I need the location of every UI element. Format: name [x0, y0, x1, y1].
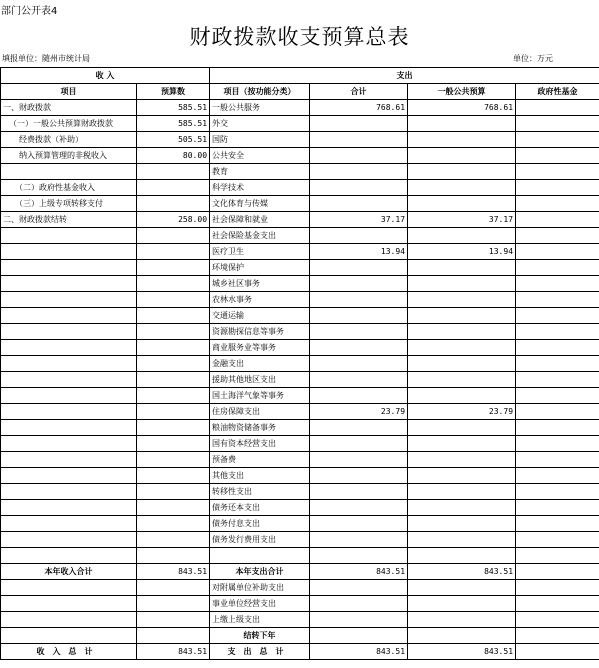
table-row	[1, 164, 599, 180]
expense-item-cell: 环境保护	[210, 260, 310, 276]
income-item-cell	[1, 228, 137, 244]
expense-total-cell	[310, 356, 408, 372]
expense-total-cell	[310, 164, 408, 180]
expense-general-cell	[408, 180, 516, 196]
income-budget-cell	[137, 532, 210, 548]
income-item-cell: 一、财政拨款	[1, 100, 137, 116]
income-item-cell	[1, 628, 137, 644]
expense-total-cell	[310, 372, 408, 388]
expense-fund-cell	[516, 324, 599, 340]
income-item-cell	[1, 324, 137, 340]
table-row	[1, 564, 599, 580]
income-item-cell	[1, 404, 137, 420]
expense-item-cell: 金融支出	[210, 356, 310, 372]
income-item-cell	[1, 436, 137, 452]
expense-general-cell	[408, 452, 516, 468]
col-item: 项目	[1, 84, 137, 100]
currency-unit: 单位：万元	[513, 54, 553, 63]
expense-fund-cell	[516, 500, 599, 516]
expense-total-cell	[310, 596, 408, 612]
income-budget-cell	[137, 308, 210, 324]
expense-item-cell: 科学技术	[210, 180, 310, 196]
income-budget-cell	[137, 484, 210, 500]
expense-fund-cell	[516, 212, 599, 228]
income-budget-cell	[137, 324, 210, 340]
income-budget-cell	[137, 580, 210, 596]
expense-item-cell: 债务发行费用支出	[210, 532, 310, 548]
expense-fund-cell	[516, 292, 599, 308]
expense-fund-cell	[516, 628, 599, 644]
expense-fund-cell	[516, 548, 599, 564]
expense-item-cell: 上缴上级支出	[210, 612, 310, 628]
income-budget-cell	[137, 596, 210, 612]
expense-fund-cell	[516, 644, 599, 660]
expense-general-cell	[408, 324, 516, 340]
expense-item-cell: 外交	[210, 116, 310, 132]
expense-total-cell	[310, 500, 408, 516]
expense-general-cell	[408, 148, 516, 164]
income-budget-cell	[137, 340, 210, 356]
expense-fund-cell	[516, 244, 599, 260]
expense-total-cell	[310, 516, 408, 532]
income-budget-cell	[137, 388, 210, 404]
expense-item-cell: 粮油物资储备事务	[210, 420, 310, 436]
expense-item-cell	[210, 548, 310, 564]
income-item-cell	[1, 500, 137, 516]
expense-fund-cell	[516, 612, 599, 628]
expense-total-cell	[310, 196, 408, 212]
expense-total-cell	[310, 580, 408, 596]
expense-fund-cell	[516, 468, 599, 484]
income-header: 收 入	[1, 68, 210, 84]
expense-general-cell	[408, 196, 516, 212]
income-item-cell: 本年收入合计	[1, 564, 137, 580]
table-row	[1, 260, 599, 276]
income-budget-cell	[137, 468, 210, 484]
expense-general-cell	[408, 500, 516, 516]
expense-general-cell	[408, 372, 516, 388]
expense-fund-cell	[516, 564, 599, 580]
expense-total-cell	[310, 116, 408, 132]
income-item-cell	[1, 548, 137, 564]
table-row	[1, 436, 599, 452]
col-fund: 政府性基金	[516, 84, 599, 100]
expense-general-cell	[408, 340, 516, 356]
income-budget-cell	[137, 180, 210, 196]
expense-total-cell	[310, 532, 408, 548]
expense-fund-cell	[516, 116, 599, 132]
expense-general-cell: 768.61	[408, 100, 516, 116]
expense-general-cell	[408, 596, 516, 612]
table-row	[1, 388, 599, 404]
expense-total-cell	[310, 324, 408, 340]
table-row	[1, 324, 599, 340]
income-item-cell	[1, 580, 137, 596]
expense-general-cell: 843.51	[408, 644, 516, 660]
table-row	[1, 372, 599, 388]
expense-fund-cell	[516, 356, 599, 372]
table-row	[1, 628, 599, 644]
expense-total-cell	[310, 388, 408, 404]
table-row	[1, 484, 599, 500]
income-item-cell	[1, 372, 137, 388]
table-row	[1, 116, 599, 132]
expense-fund-cell	[516, 100, 599, 116]
expense-total-cell: 23.79	[310, 404, 408, 420]
table-row	[1, 212, 599, 228]
expense-general-cell	[408, 468, 516, 484]
income-budget-cell: 80.00	[137, 148, 210, 164]
expense-item-cell: 交通运输	[210, 308, 310, 324]
income-budget-cell	[137, 276, 210, 292]
expense-item-cell: 医疗卫生	[210, 244, 310, 260]
expense-item-cell: 支出总计	[210, 644, 310, 660]
expense-item-cell: 债务付息支出	[210, 516, 310, 532]
expense-item-cell: 其他支出	[210, 468, 310, 484]
income-item-cell	[1, 452, 137, 468]
expense-item-cell: 资源勘探信息等事务	[210, 324, 310, 340]
expense-fund-cell	[516, 516, 599, 532]
income-budget-cell: 505.51	[137, 132, 210, 148]
expense-fund-cell	[516, 596, 599, 612]
table-row	[1, 532, 599, 548]
expense-total-cell	[310, 420, 408, 436]
expense-general-cell	[408, 292, 516, 308]
expense-general-cell: 23.79	[408, 404, 516, 420]
expense-item-cell: 文化体育与传媒	[210, 196, 310, 212]
table-row	[1, 404, 599, 420]
income-item-cell	[1, 468, 137, 484]
income-item-cell: （二）政府性基金收入	[1, 180, 137, 196]
income-item-cell	[1, 308, 137, 324]
income-budget-cell: 258.00	[137, 212, 210, 228]
expense-total-cell	[310, 340, 408, 356]
income-budget-cell	[137, 372, 210, 388]
income-item-cell	[1, 356, 137, 372]
table-row	[1, 596, 599, 612]
expense-fund-cell	[516, 148, 599, 164]
expense-item-cell: 社会保障和就业	[210, 212, 310, 228]
expense-fund-cell	[516, 372, 599, 388]
expense-fund-cell	[516, 532, 599, 548]
expense-general-cell	[408, 628, 516, 644]
expense-fund-cell	[516, 436, 599, 452]
expense-total-cell	[310, 148, 408, 164]
expense-general-cell	[408, 484, 516, 500]
expense-general-cell	[408, 436, 516, 452]
table-row	[1, 180, 599, 196]
income-budget-cell	[137, 548, 210, 564]
income-item-cell	[1, 260, 137, 276]
expense-fund-cell	[516, 388, 599, 404]
table-row	[1, 196, 599, 212]
expense-total-cell	[310, 452, 408, 468]
income-budget-cell: 843.51	[137, 564, 210, 580]
income-item-cell	[1, 612, 137, 628]
table-row	[1, 148, 599, 164]
expense-fund-cell	[516, 404, 599, 420]
table-row	[1, 516, 599, 532]
reporting-unit: 填报单位：随州市统计局	[2, 54, 90, 63]
expense-item-cell: 教育	[210, 164, 310, 180]
col-general: 一般公共预算	[408, 84, 516, 100]
expense-total-cell	[310, 276, 408, 292]
expense-item-cell: 结转下年	[210, 628, 310, 644]
table-row	[1, 420, 599, 436]
expense-general-cell	[408, 164, 516, 180]
income-budget-cell	[137, 452, 210, 468]
expense-general-cell	[408, 308, 516, 324]
income-item-cell: 收入总计	[1, 644, 137, 660]
col-budget: 预算数	[137, 84, 210, 100]
income-budget-cell	[137, 612, 210, 628]
expense-fund-cell	[516, 452, 599, 468]
income-budget-cell	[137, 436, 210, 452]
table-row	[1, 580, 599, 596]
income-item-cell: 经费拨款（补助）	[1, 132, 137, 148]
expense-general-cell	[408, 132, 516, 148]
expense-item-cell: 本年支出合计	[210, 564, 310, 580]
expense-item-cell: 城乡社区事务	[210, 276, 310, 292]
expense-item-cell: 公共安全	[210, 148, 310, 164]
income-budget-cell	[137, 628, 210, 644]
expense-fund-cell	[516, 340, 599, 356]
table-row	[1, 244, 599, 260]
expense-item-cell: 商业服务业等事务	[210, 340, 310, 356]
expense-total-cell: 768.61	[310, 100, 408, 116]
income-budget-cell	[137, 516, 210, 532]
income-budget-cell	[137, 260, 210, 276]
form-code: 部门公开表4	[1, 6, 58, 17]
expense-item-cell: 事业单位经营支出	[210, 596, 310, 612]
expense-total-cell	[310, 292, 408, 308]
expense-item-cell: 国有资本经营支出	[210, 436, 310, 452]
expense-total-cell	[310, 548, 408, 564]
col-total: 合计	[310, 84, 408, 100]
income-budget-cell: 585.51	[137, 116, 210, 132]
table-row	[1, 228, 599, 244]
expense-general-cell: 37.17	[408, 212, 516, 228]
income-item-cell	[1, 484, 137, 500]
income-item-cell	[1, 244, 137, 260]
income-item-cell: （三）上级专项转移支付	[1, 196, 137, 212]
expense-fund-cell	[516, 484, 599, 500]
expense-total-cell: 37.17	[310, 212, 408, 228]
table-row	[1, 468, 599, 484]
income-budget-cell	[137, 228, 210, 244]
expense-general-cell	[408, 388, 516, 404]
income-item-cell	[1, 292, 137, 308]
expense-fund-cell	[516, 260, 599, 276]
expense-fund-cell	[516, 164, 599, 180]
expense-item-cell: 国防	[210, 132, 310, 148]
expense-total-cell: 843.51	[310, 564, 408, 580]
income-budget-cell	[137, 292, 210, 308]
table-row	[1, 292, 599, 308]
expense-total-cell: 843.51	[310, 644, 408, 660]
expense-total-cell	[310, 132, 408, 148]
expense-total-cell	[310, 468, 408, 484]
expense-general-cell	[408, 276, 516, 292]
income-budget-cell	[137, 196, 210, 212]
income-item-cell	[1, 340, 137, 356]
expense-general-cell	[408, 580, 516, 596]
expense-general-cell	[408, 516, 516, 532]
expense-general-cell	[408, 260, 516, 276]
table-row	[1, 100, 599, 116]
income-budget-cell	[137, 404, 210, 420]
page-title: 财政拨款收支预算总表	[189, 25, 410, 49]
income-item-cell: 二、财政拨款结转	[1, 212, 137, 228]
expense-fund-cell	[516, 276, 599, 292]
table-row	[1, 276, 599, 292]
table-row	[1, 452, 599, 468]
income-item-cell: 纳入预算管理的非税收入	[1, 148, 137, 164]
income-item-cell	[1, 596, 137, 612]
income-budget-cell	[137, 500, 210, 516]
expense-total-cell	[310, 260, 408, 276]
table-row	[1, 612, 599, 628]
income-item-cell	[1, 276, 137, 292]
expense-item-cell: 社会保险基金支出	[210, 228, 310, 244]
income-item-cell	[1, 420, 137, 436]
expense-total-cell	[310, 228, 408, 244]
table-row	[1, 132, 599, 148]
expense-item-cell: 转移性支出	[210, 484, 310, 500]
expense-total-cell: 13.94	[310, 244, 408, 260]
table-row	[1, 308, 599, 324]
expense-total-cell	[310, 628, 408, 644]
income-item-cell: （一）一般公共预算财政拨款	[1, 116, 137, 132]
expense-item-cell: 债务还本支出	[210, 500, 310, 516]
expense-item-cell: 预备费	[210, 452, 310, 468]
expense-general-cell	[408, 116, 516, 132]
table-row	[1, 340, 599, 356]
expense-general-cell: 13.94	[408, 244, 516, 260]
expense-item-cell: 一般公共服务	[210, 100, 310, 116]
expense-total-cell	[310, 308, 408, 324]
table-row	[1, 500, 599, 516]
table-row	[1, 356, 599, 372]
income-budget-cell: 843.51	[137, 644, 210, 660]
col-expense-item: 项目（按功能分类）	[210, 84, 310, 100]
expense-general-cell	[408, 612, 516, 628]
expense-general-cell	[408, 548, 516, 564]
expense-item-cell: 对附属单位补助支出	[210, 580, 310, 596]
expense-item-cell: 住房保障支出	[210, 404, 310, 420]
expense-fund-cell	[516, 580, 599, 596]
income-item-cell	[1, 532, 137, 548]
expense-fund-cell	[516, 132, 599, 148]
income-item-cell	[1, 164, 137, 180]
expense-total-cell	[310, 612, 408, 628]
expense-general-cell	[408, 532, 516, 548]
expense-total-cell	[310, 436, 408, 452]
income-budget-cell	[137, 356, 210, 372]
expense-item-cell: 农林水事务	[210, 292, 310, 308]
table-row	[1, 548, 599, 564]
expense-fund-cell	[516, 180, 599, 196]
income-budget-cell	[137, 420, 210, 436]
budget-table	[0, 67, 599, 660]
expense-fund-cell	[516, 308, 599, 324]
expense-general-cell	[408, 420, 516, 436]
income-budget-cell	[137, 244, 210, 260]
expense-header: 支出	[210, 68, 599, 84]
expense-item-cell: 援助其他地区支出	[210, 372, 310, 388]
expense-general-cell: 843.51	[408, 564, 516, 580]
income-budget-cell	[137, 164, 210, 180]
expense-fund-cell	[516, 228, 599, 244]
expense-fund-cell	[516, 420, 599, 436]
income-item-cell	[1, 516, 137, 532]
expense-item-cell: 国土海洋气象等事务	[210, 388, 310, 404]
expense-fund-cell	[516, 196, 599, 212]
income-budget-cell: 585.51	[137, 100, 210, 116]
expense-total-cell	[310, 484, 408, 500]
expense-general-cell	[408, 228, 516, 244]
table-row	[1, 644, 599, 660]
expense-general-cell	[408, 356, 516, 372]
income-item-cell	[1, 388, 137, 404]
expense-total-cell	[310, 180, 408, 196]
